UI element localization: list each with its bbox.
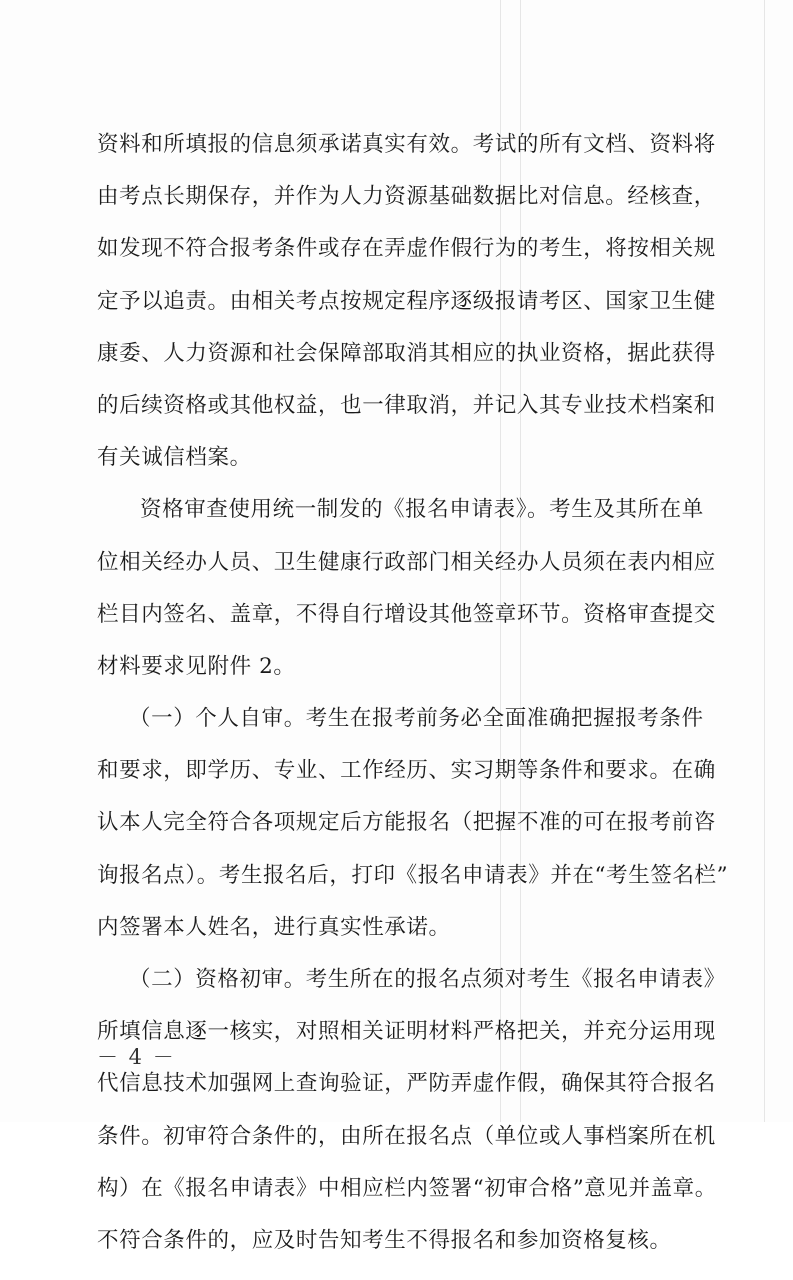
text-line: 认本人完全符合各项规定后方能报名（把握不准的可在报考前咨 [97,810,716,836]
text-line: 由考点长期保存，并作为人力资源基础数据比对信息。经核查， [97,184,716,210]
paragraph-start-line: 资格审查使用统一制发的《报名申请表》。考生及其所在单 [140,497,704,523]
text-line: 栏目内签名、盖章，不得自行增设其他签章环节。资格审查提交 [97,601,716,627]
section-heading-line: （一）个人自审。考生在报考前务必全面准确把握报考条件 [129,706,704,732]
text-line: 和要求，即学历、专业、工作经历、实习期等条件和要求。在确 [97,758,716,784]
document-body [97,132,729,1280]
scan-artifact-line [764,0,765,1122]
text-line: 如发现不符合报考条件或存在弄虚作假行为的考生，将按相关规 [97,236,716,262]
text-line: 位相关经办人员、卫生健康行政部门相关经办人员须在表内相应 [97,549,716,575]
text-line: 内签署本人姓名，进行真实性承诺。 [97,914,451,940]
text-line: 资料和所填报的信息须承诺真实有效。考试的所有文档、资料将 [97,132,716,157]
text-line: 构）在《报名申请表》中相应栏内签署“初审合格”意见并盖章。 [97,1175,717,1201]
text-line: 代信息技术加强网上查询验证，严防弄虚作假，确保其符合报名 [97,1071,716,1097]
text-line: 康委、人力资源和社会保障部取消其相应的执业资格，据此获得 [97,340,716,366]
section-heading-line: （二）资格初审。考生所在的报名点须对考生《报名申请表》 [129,967,726,992]
text-line: 询报名点）。考生报名后，打印《报名申请表》并在“考生签名栏” [97,862,729,888]
text-line: 有关诚信档案。 [97,445,252,471]
text-line: 所填信息逐一核实，对照相关证明材料严格把关，并充分运用现 [97,1019,716,1045]
page-number: － 4 － [97,1045,176,1069]
text-line: 条件。初审符合条件的，由所在报名点（单位或人事档案所在机 [97,1123,716,1149]
text-line: 定予以追责。由相关考点按规定程序逐级报请考区、国家卫生健 [97,288,716,314]
text-line: 不符合条件的，应及时告知考生不得报名和参加资格复核。 [97,1227,672,1253]
text-line: 的后续资格或其他权益，也一律取消，并记入其专业技术档案和 [97,392,716,418]
text-line: 材料要求见附件 2。 [97,653,296,679]
